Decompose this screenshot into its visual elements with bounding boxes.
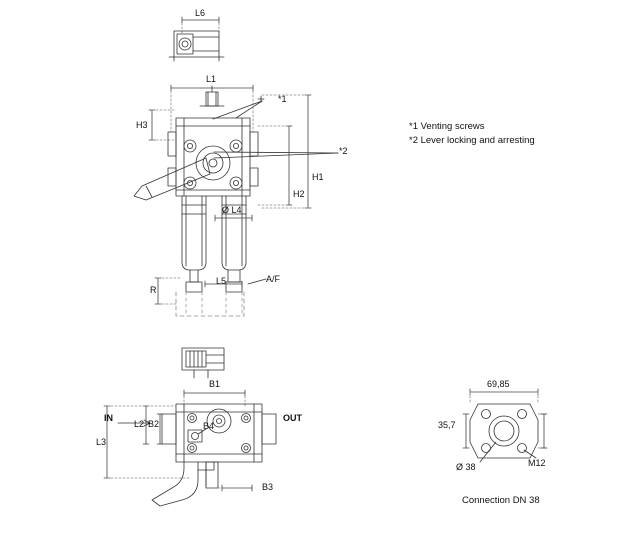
legend-note-2: *2 Lever locking and arresting <box>409 135 535 146</box>
view-flange <box>463 389 547 462</box>
dimension-label-b4: B4 <box>203 421 215 431</box>
flange-caption: Connection DN 38 <box>462 495 540 506</box>
port-label-out: OUT <box>283 413 302 423</box>
dimension-label-af: A/F <box>266 274 281 284</box>
dimension-label-l4: Ø L4 <box>222 205 242 215</box>
dimension-label-h3: H3 <box>136 120 148 130</box>
port-label-in: IN <box>104 413 113 423</box>
dimension-label-h2: H2 <box>293 189 305 199</box>
dimension-label-m12: M12 <box>528 458 546 468</box>
view-front <box>134 85 338 316</box>
dimension-label-h1: H1 <box>312 172 324 182</box>
dimension-label-l3: L3 <box>96 437 107 447</box>
dimension-label-b1: B1 <box>209 379 221 389</box>
dimension-label-35-7: 35,7 <box>438 420 456 430</box>
dimension-label-l2: L2 <box>134 419 145 429</box>
dimension-label-69-85: 69,85 <box>487 379 510 389</box>
callout-label-2: *2 <box>339 146 348 156</box>
dimension-label-l6: L6 <box>195 8 206 18</box>
dimension-label-r: R <box>150 285 157 295</box>
callout-label-1: *1 <box>278 94 287 104</box>
dimension-label-l5: L5 <box>216 276 227 286</box>
view-top-connector <box>169 17 224 61</box>
dimension-label-b2: B2 <box>148 419 160 429</box>
dimension-label-b3: B3 <box>262 482 274 492</box>
dimension-label-dia-38: Ø 38 <box>456 462 476 472</box>
view-plan <box>104 348 276 506</box>
legend-note-1: *1 Venting screws <box>409 121 485 132</box>
dimension-label-l1: L1 <box>206 74 217 84</box>
